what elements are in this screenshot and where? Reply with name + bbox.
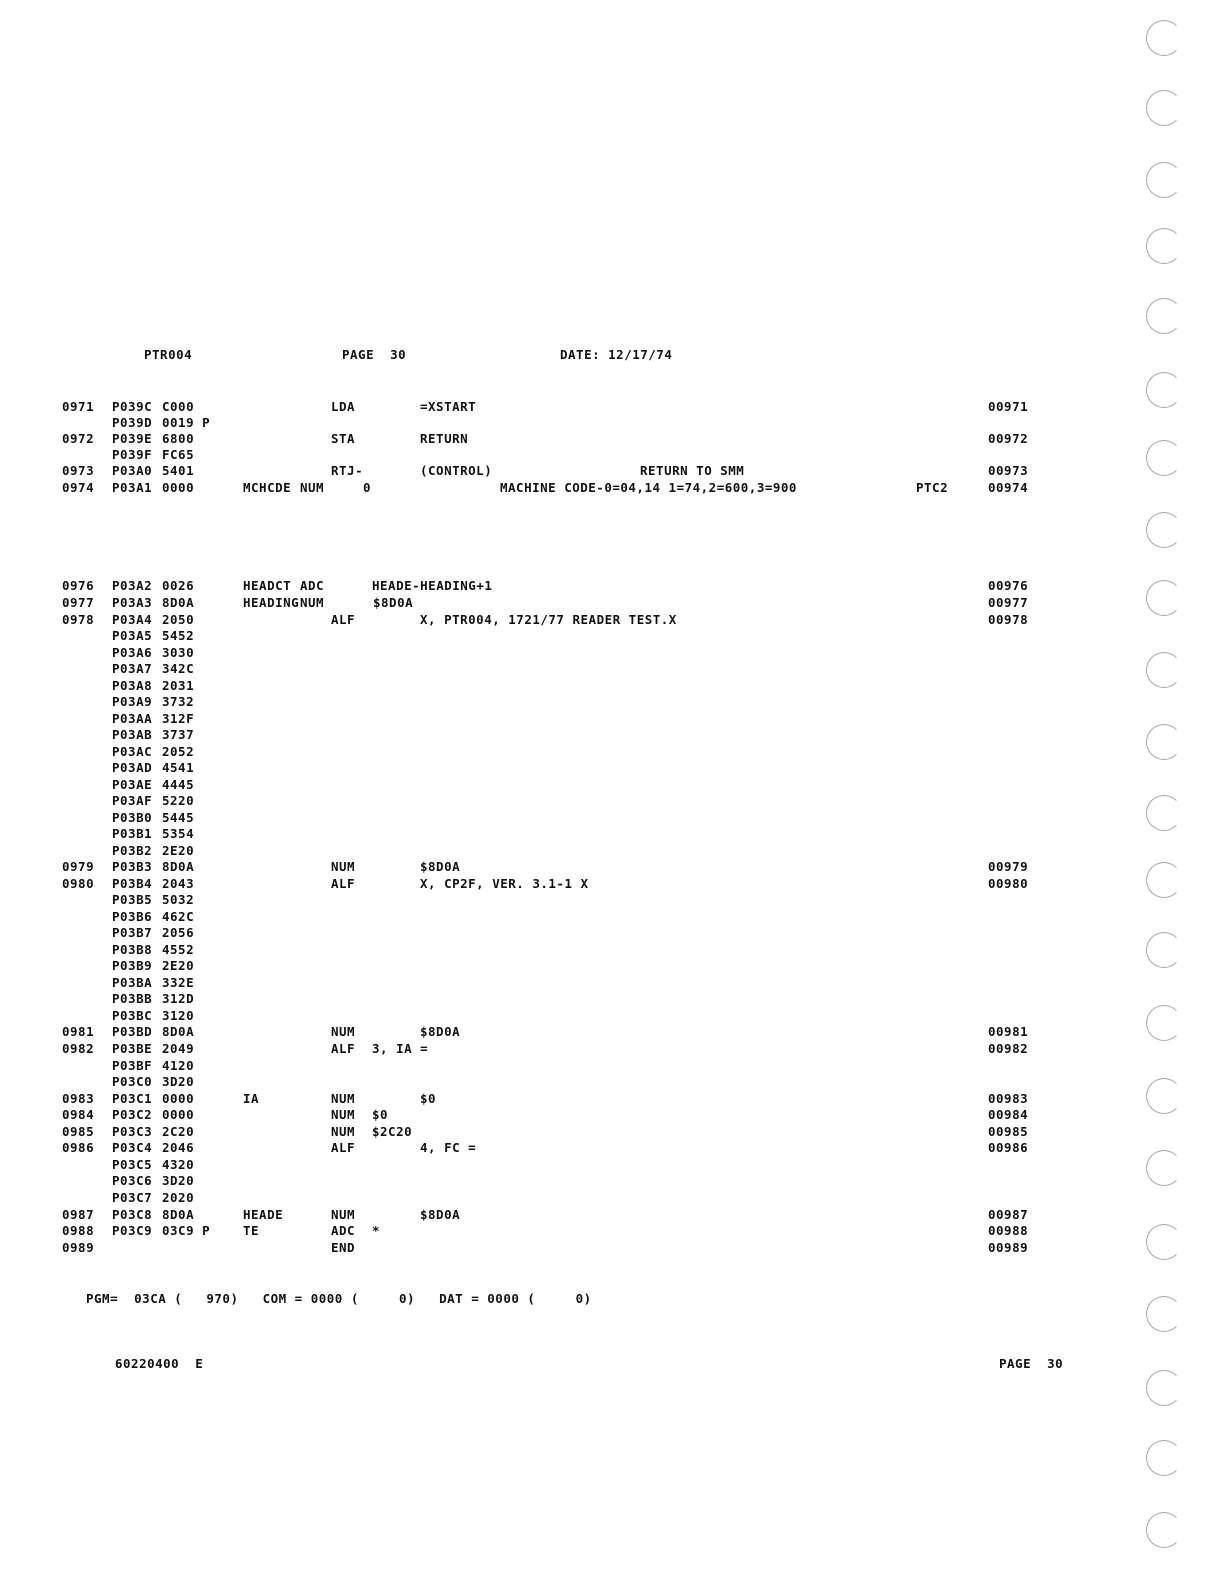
listing-obj: 4445	[162, 777, 195, 792]
listing-obj: C000	[162, 399, 195, 414]
listing-operand: $2C20	[372, 1124, 413, 1139]
binder-hole-icon	[1146, 1370, 1182, 1406]
listing-loc: P03B8	[112, 942, 153, 957]
listing-loc: P03C4	[112, 1140, 153, 1155]
binder-hole-icon	[1146, 298, 1182, 334]
listing-loc: P03C9	[112, 1223, 153, 1238]
listing-loc: P03C1	[112, 1091, 153, 1106]
binder-hole-icon	[1146, 90, 1182, 126]
listing-label: MCHCDE	[243, 480, 292, 495]
listing-op: NUM	[331, 1024, 356, 1039]
listing-line: 0981	[62, 1024, 95, 1039]
listing-op: NUM	[300, 595, 325, 610]
binder-hole-icon	[1146, 20, 1182, 56]
listing-op: ALF	[331, 876, 356, 891]
binder-hole-icon	[1146, 652, 1182, 688]
listing-seq: 00983	[988, 1091, 1029, 1106]
listing-line: 0977	[62, 595, 95, 610]
listing-line: 0982	[62, 1041, 95, 1056]
listing-obj: 0000	[162, 1107, 195, 1122]
listing-line: 0978	[62, 612, 95, 627]
listing-seq: 00971	[988, 399, 1029, 414]
listing-obj: 4552	[162, 942, 195, 957]
listing-line: 0983	[62, 1091, 95, 1106]
listing-obj: 4541	[162, 760, 195, 775]
listing-loc: P039E	[112, 431, 153, 446]
listing-seq: 00987	[988, 1207, 1029, 1222]
listing-op: STA	[331, 431, 356, 446]
listing-operand: 3, IA =	[372, 1041, 429, 1056]
listing-obj: 342C	[162, 661, 195, 676]
listing-loc: P03AE	[112, 777, 153, 792]
listing-seq: 00989	[988, 1240, 1029, 1255]
listing-seq: 00980	[988, 876, 1029, 891]
listing-obj: 2C20	[162, 1124, 195, 1139]
listing-obj: 312F	[162, 711, 195, 726]
listing-loc: P03A1	[112, 480, 153, 495]
listing-line: 0984	[62, 1107, 95, 1122]
listing-loc: P03BD	[112, 1024, 153, 1039]
listing-loc: P03B5	[112, 892, 153, 907]
binder-hole-icon	[1146, 932, 1182, 968]
listing-loc: P03C0	[112, 1074, 153, 1089]
listing-loc: P03AF	[112, 793, 153, 808]
header-program: PTR004	[144, 347, 193, 362]
listing-operand: RETURN	[420, 431, 469, 446]
listing-seq: 00979	[988, 859, 1029, 874]
listing-operand: $0	[372, 1107, 389, 1122]
listing-loc: P03B3	[112, 859, 153, 874]
listing-label: HEADCT	[243, 578, 292, 593]
listing-obj: 2031	[162, 678, 195, 693]
listing-loc: P03A4	[112, 612, 153, 627]
listing-operand: =XSTART	[420, 399, 477, 414]
listing-loc: P039C	[112, 399, 153, 414]
listing-line: 0979	[62, 859, 95, 874]
listing-line: 0988	[62, 1223, 95, 1238]
binder-hole-icon	[1146, 512, 1182, 548]
listing-op: NUM	[300, 480, 325, 495]
listing-ref: PTC2	[916, 480, 949, 495]
listing-operand: $0	[420, 1091, 437, 1106]
listing-loc: P03C5	[112, 1157, 153, 1172]
listing-operand: $8D0A	[420, 1024, 461, 1039]
listing-op: END	[331, 1240, 356, 1255]
listing-loc: P03BA	[112, 975, 153, 990]
listing-op: ALF	[331, 612, 356, 627]
listing-seq: 00974	[988, 480, 1029, 495]
listing-obj: 0000	[162, 1091, 195, 1106]
listing-line: 0971	[62, 399, 95, 414]
listing-seq: 00985	[988, 1124, 1029, 1139]
listing-loc: P03AD	[112, 760, 153, 775]
listing-obj: 2E20	[162, 958, 195, 973]
binder-hole-icon	[1146, 440, 1182, 476]
listing-op: ALF	[331, 1041, 356, 1056]
listing-operand: *	[372, 1223, 381, 1238]
listing-loc: P03BE	[112, 1041, 153, 1056]
listing-loc: P03B7	[112, 925, 153, 940]
listing-obj: FC65	[162, 447, 195, 462]
binder-hole-icon	[1146, 372, 1182, 408]
listing-op: LDA	[331, 399, 356, 414]
listing-seq: 00976	[988, 578, 1029, 593]
listing-loc: P03B4	[112, 876, 153, 891]
listing-seq: 00982	[988, 1041, 1029, 1056]
listing-loc: P03B1	[112, 826, 153, 841]
listing-obj: 3030	[162, 645, 195, 660]
listing-loc: P03A0	[112, 463, 153, 478]
listing-seq: 00978	[988, 612, 1029, 627]
listing-seq: 00984	[988, 1107, 1029, 1122]
listing-obj: 312D	[162, 991, 195, 1006]
listing-seq: 00988	[988, 1223, 1029, 1238]
listing-loc: P039D	[112, 415, 153, 430]
listing-obj: 3D20	[162, 1173, 195, 1188]
binder-hole-icon	[1146, 724, 1182, 760]
listing-loc: P03A3	[112, 595, 153, 610]
listing-loc: P03C6	[112, 1173, 153, 1188]
listing-op: NUM	[331, 1207, 356, 1222]
listing-seq: 00972	[988, 431, 1029, 446]
listing-loc: P03B2	[112, 843, 153, 858]
binder-hole-icon	[1146, 1224, 1182, 1260]
listing-obj: 2056	[162, 925, 195, 940]
listing-loc: P039F	[112, 447, 153, 462]
listing-seq: 00981	[988, 1024, 1029, 1039]
binder-hole-icon	[1146, 228, 1182, 264]
document-number: 60220400 E	[115, 1356, 204, 1371]
binder-hole-icon	[1146, 1078, 1182, 1114]
listing-obj: 5354	[162, 826, 195, 841]
listing-loc: P03A8	[112, 678, 153, 693]
listing-loc: P03C8	[112, 1207, 153, 1222]
listing-operand: X, PTR004, 1721/77 READER TEST.X	[420, 612, 677, 627]
listing-loc: P03BC	[112, 1008, 153, 1023]
listing-obj: 3D20	[162, 1074, 195, 1089]
header-date: DATE: 12/17/74	[560, 347, 673, 362]
listing-operand: $8D0A	[373, 595, 414, 610]
binder-hole-icon	[1146, 162, 1182, 198]
listing-loc: P03AA	[112, 711, 153, 726]
listing-loc: P03AC	[112, 744, 153, 759]
binder-hole-icon	[1146, 1005, 1182, 1041]
listing-line: 0989	[62, 1240, 95, 1255]
binder-hole-icon	[1146, 795, 1182, 831]
listing-obj: 4120	[162, 1058, 195, 1073]
listing-obj: 2049	[162, 1041, 195, 1056]
listing-obj: 3737	[162, 727, 195, 742]
listing-loc: P03B9	[112, 958, 153, 973]
listing-op: RTJ-	[331, 463, 364, 478]
listing-label: TE	[243, 1223, 260, 1238]
listing-obj: 2046	[162, 1140, 195, 1155]
listing-loc: P03B6	[112, 909, 153, 924]
listing-seq: 00977	[988, 595, 1029, 610]
listing-op: ADC	[331, 1223, 356, 1238]
listing-obj: 2043	[162, 876, 195, 891]
listing-loc: P03B0	[112, 810, 153, 825]
listing-obj: 5401	[162, 463, 195, 478]
listing-obj: 8D0A	[162, 859, 195, 874]
listing-obj: 3732	[162, 694, 195, 709]
listing-loc: P03AB	[112, 727, 153, 742]
listing-operand: (CONTROL)	[420, 463, 493, 478]
listing-op: NUM	[331, 1124, 356, 1139]
listing-operand: 4, FC =	[420, 1140, 477, 1155]
listing-line: 0986	[62, 1140, 95, 1155]
listing-obj: 8D0A	[162, 1024, 195, 1039]
listing-obj: 03C9 P	[162, 1223, 211, 1238]
header-page: PAGE 30	[342, 347, 407, 362]
listing-obj: 0019 P	[162, 415, 211, 430]
listing-label: HEADING	[243, 595, 300, 610]
listing-op: ALF	[331, 1140, 356, 1155]
listing-loc: P03C3	[112, 1124, 153, 1139]
listing-loc: P03BF	[112, 1058, 153, 1073]
binder-hole-icon	[1146, 1296, 1182, 1332]
listing-obj: 2020	[162, 1190, 195, 1205]
listing-line: 0985	[62, 1124, 95, 1139]
listing-obj: 0026	[162, 578, 195, 593]
listing-obj: 5032	[162, 892, 195, 907]
program-summary: PGM= 03CA ( 970) COM = 0000 ( 0) DAT = 0000 ( 0)	[86, 1291, 592, 1306]
listing-obj: 8D0A	[162, 595, 195, 610]
listing-loc: P03C7	[112, 1190, 153, 1205]
listing-obj: 462C	[162, 909, 195, 924]
binder-hole-icon	[1146, 1150, 1182, 1186]
listing-obj: 332E	[162, 975, 195, 990]
listing-operand: X, CP2F, VER. 3.1-1 X	[420, 876, 589, 891]
listing-comment: MACHINE CODE-0=04,14 1=74,2=600,3=900	[500, 480, 797, 495]
listing-operand: HEADE-HEADING+1	[372, 578, 493, 593]
listing-comment: RETURN TO SMM	[640, 463, 745, 478]
listing-obj: 5452	[162, 628, 195, 643]
listing-line: 0980	[62, 876, 95, 891]
footer-page: PAGE 30	[999, 1356, 1064, 1371]
listing-op: NUM	[331, 1107, 356, 1122]
listing-operand: 0	[363, 480, 372, 495]
listing-loc: P03C2	[112, 1107, 153, 1122]
binder-hole-icon	[1146, 862, 1182, 898]
listing-obj: 2050	[162, 612, 195, 627]
listing-line: 0972	[62, 431, 95, 446]
binder-hole-icon	[1146, 580, 1182, 616]
listing-line: 0973	[62, 463, 95, 478]
listing-loc: P03BB	[112, 991, 153, 1006]
listing-obj: 5220	[162, 793, 195, 808]
listing-seq: 00986	[988, 1140, 1029, 1155]
listing-obj: 2E20	[162, 843, 195, 858]
listing-op: NUM	[331, 1091, 356, 1106]
listing-line: 0987	[62, 1207, 95, 1222]
listing-loc: P03A9	[112, 694, 153, 709]
listing-obj: 4320	[162, 1157, 195, 1172]
listing-label: IA	[243, 1091, 260, 1106]
listing-obj: 5445	[162, 810, 195, 825]
listing-loc: P03A7	[112, 661, 153, 676]
listing-loc: P03A5	[112, 628, 153, 643]
listing-op: ADC	[300, 578, 325, 593]
listing-obj: 2052	[162, 744, 195, 759]
binder-hole-icon	[1146, 1512, 1182, 1548]
listing-obj: 6800	[162, 431, 195, 446]
listing-seq: 00973	[988, 463, 1029, 478]
listing-loc: P03A6	[112, 645, 153, 660]
binder-hole-icon	[1146, 1440, 1182, 1476]
listing-line: 0974	[62, 480, 95, 495]
listing-line: 0976	[62, 578, 95, 593]
listing-label: HEADE	[243, 1207, 284, 1222]
listing-obj: 3120	[162, 1008, 195, 1023]
listing-obj: 0000	[162, 480, 195, 495]
listing-op: NUM	[331, 859, 356, 874]
listing-obj: 8D0A	[162, 1207, 195, 1222]
listing-loc: P03A2	[112, 578, 153, 593]
listing-operand: $8D0A	[420, 859, 461, 874]
listing-operand: $8D0A	[420, 1207, 461, 1222]
